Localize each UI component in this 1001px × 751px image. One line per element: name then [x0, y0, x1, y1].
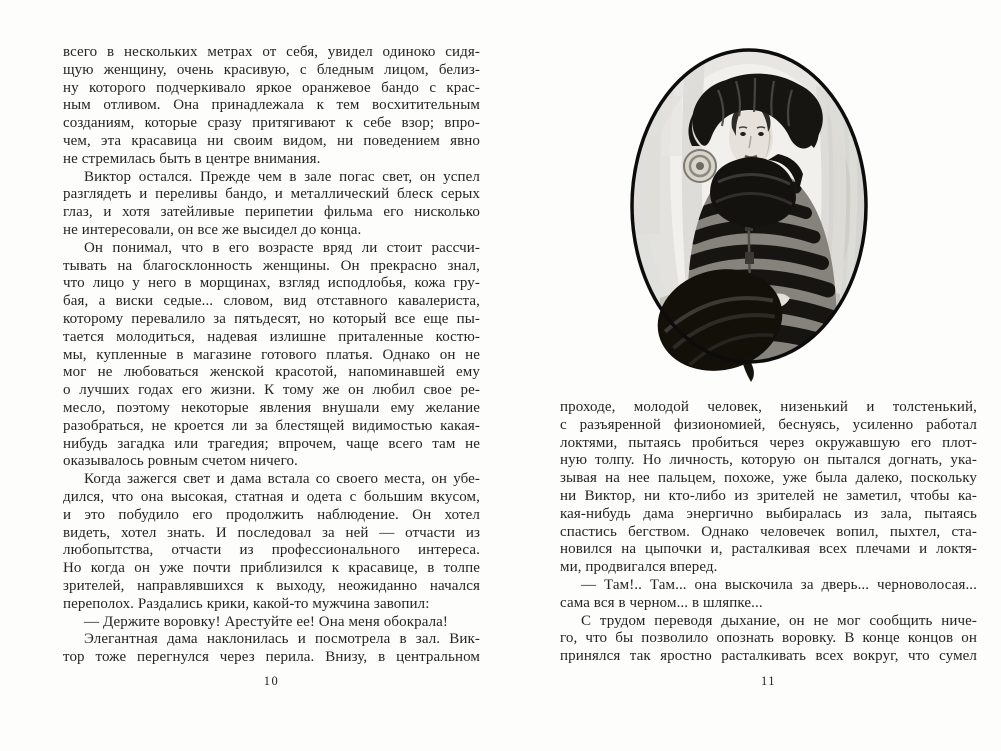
text-line: Но когда он уже почти приблизился к красавице, в толпе [63, 560, 480, 577]
text-line: щую женщину, очень красивую, с бледным лицом, белиз- [63, 61, 480, 78]
text-line: Когда зажегся свет и дама встала со своего места, он убе- [84, 471, 480, 488]
text-line: мы, купленные в магазине готового платья. Однако он не [63, 346, 480, 363]
text-line: Виктор остался. Прежде чем в зале погас свет, он успел [84, 168, 480, 185]
text-line: видеть, хотел знать. И последовал за ней — отчасти из [63, 524, 480, 541]
paragraph [63, 471, 480, 613]
text-line: бая, а виски седые... словом, вид отставного кавалериста, [63, 293, 480, 310]
text-line: разобраться, не кроется ли за блестящей видимостью какая- [63, 417, 480, 434]
page-right-text-column [560, 399, 977, 666]
text-line: — Там!.. Там... она выскочила за дверь... черноволосая... [581, 576, 977, 593]
text-line: которому перевалило за пятьдесят, но который все еще пы- [63, 310, 480, 327]
text-line: созданиям, которые сразу притягивают к себе взор; впро- [63, 115, 480, 132]
page-number-right: 11 [760, 674, 777, 688]
text-line: всего в нескольких метрах от себя, увидел одиноко сидя- [63, 44, 480, 60]
paragraph [63, 169, 480, 240]
paragraph [560, 613, 977, 666]
text-line: тор тоже перегнулся через перила. Внизу, в центральном [63, 649, 480, 666]
text-line: ми, продвигался вперед. [560, 559, 718, 576]
text-line: спастись бегством. Однако человечек вопил, пыхтел, ста- [560, 523, 977, 540]
text-line: тывать на благосклонность женщины. Он прекрасно знал, [63, 257, 480, 274]
page-right [500, 0, 1001, 751]
page-left [0, 0, 500, 751]
chapter-illustration [600, 26, 900, 386]
text-line: дился, что она высокая, статная и одета с большим вкусом, [63, 488, 480, 505]
rosette-ornament [683, 149, 717, 183]
text-line: зрителей, направлявшихся к выходу, неожиданно начался [63, 577, 480, 594]
text-line: месло, поэтому некоторые явления внушали ему желание [63, 399, 480, 416]
text-line: нибудь загадка или трагедия; впрочем, чаще всего там не [63, 435, 480, 452]
text-line: С трудом переводя дыхание, он не мог сообщить ниче- [581, 612, 977, 629]
text-line: го, что бы позволило опознать воровку. В конце концов он [560, 630, 977, 647]
text-line: принялся так яростно расталкивать всех вокруг, что сумел [560, 648, 977, 665]
paragraph [560, 577, 977, 613]
paragraph [560, 399, 977, 577]
text-line: ну которого подчеркивало яркое оранжевое бандо с крас- [63, 79, 480, 96]
text-line: зывая на нее пальцем, похоже, уже была далеко, поскольку [560, 470, 977, 487]
woman-portrait-illustration [600, 26, 900, 386]
text-line: разглядеть и переливы бандо, и металлический блеск серых [63, 186, 480, 203]
paragraph [63, 44, 480, 169]
text-line: кая-нибудь дама энергично выбиралась из зала, пытаясь [560, 505, 977, 522]
text-line: что лицо у него в морщинах, взгляд исподлобья, кожа гру- [63, 275, 480, 292]
text-line: не интересовали, он все же высидел до конца. [63, 221, 362, 238]
text-line: и это побудило его продолжить наблюдение. Он хотел [63, 506, 480, 523]
text-line: ни Виктор, ни кто-либо из зрителей не заметил, чтобы ка- [560, 487, 977, 504]
text-line: ную толпу. Но личность, которую он пытался догнать, ука- [560, 452, 977, 469]
text-line: Он понимал, что в его возрасте вряд ли стоит рассчи- [84, 239, 480, 256]
text-line: оказывалось ровным счетом ничего. [63, 453, 298, 470]
text-line: проходе, молодой человек, низенький и толстенький, [560, 399, 977, 415]
text-line: — Держите воровку! Арестуйте ее! Она меня обокрала! [84, 613, 449, 630]
text-line: новился на цыпочки и, расталкивая всех плечами и локтя- [560, 541, 977, 558]
text-line: чем, эта красавица ни своим видом, ни поведением явно [63, 132, 480, 149]
text-line: мог не любоваться женской красотой, напоминавшей ему [63, 364, 480, 381]
page-number-left: 10 [263, 674, 280, 688]
page-left-text-column [63, 44, 480, 667]
paragraph [63, 631, 480, 667]
text-line: тается молодиться, надевая излишне приталенные костю- [63, 328, 480, 345]
text-line: локтями, пытаясь пробиться через окружавшую его плот- [560, 434, 977, 451]
text-line: переполох. Раздались крики, какой-то мужчина завопил: [63, 595, 430, 612]
text-line: сама вся в черном... в шляпке... [560, 594, 763, 611]
paragraph [63, 614, 480, 632]
text-line: не стремилась быть в центре внимания. [63, 150, 321, 167]
text-line: с разъяренной физиономией, беснуясь, усиленно работал [560, 416, 977, 433]
text-line: ным отливом. Она принадлежала к тем восхитительным [63, 97, 480, 114]
paragraph [63, 240, 480, 471]
text-line: о лучших годах его жизни. К тому же он любил свое ре- [63, 382, 480, 399]
text-line: любопытства, отчасти из профессионального интереса. [63, 542, 480, 559]
text-line: глаз, и хотя затейливые перипетии фильма его нисколько [63, 204, 480, 221]
text-line: Элегантная дама наклонилась и посмотрела в зал. Вик- [84, 631, 480, 648]
